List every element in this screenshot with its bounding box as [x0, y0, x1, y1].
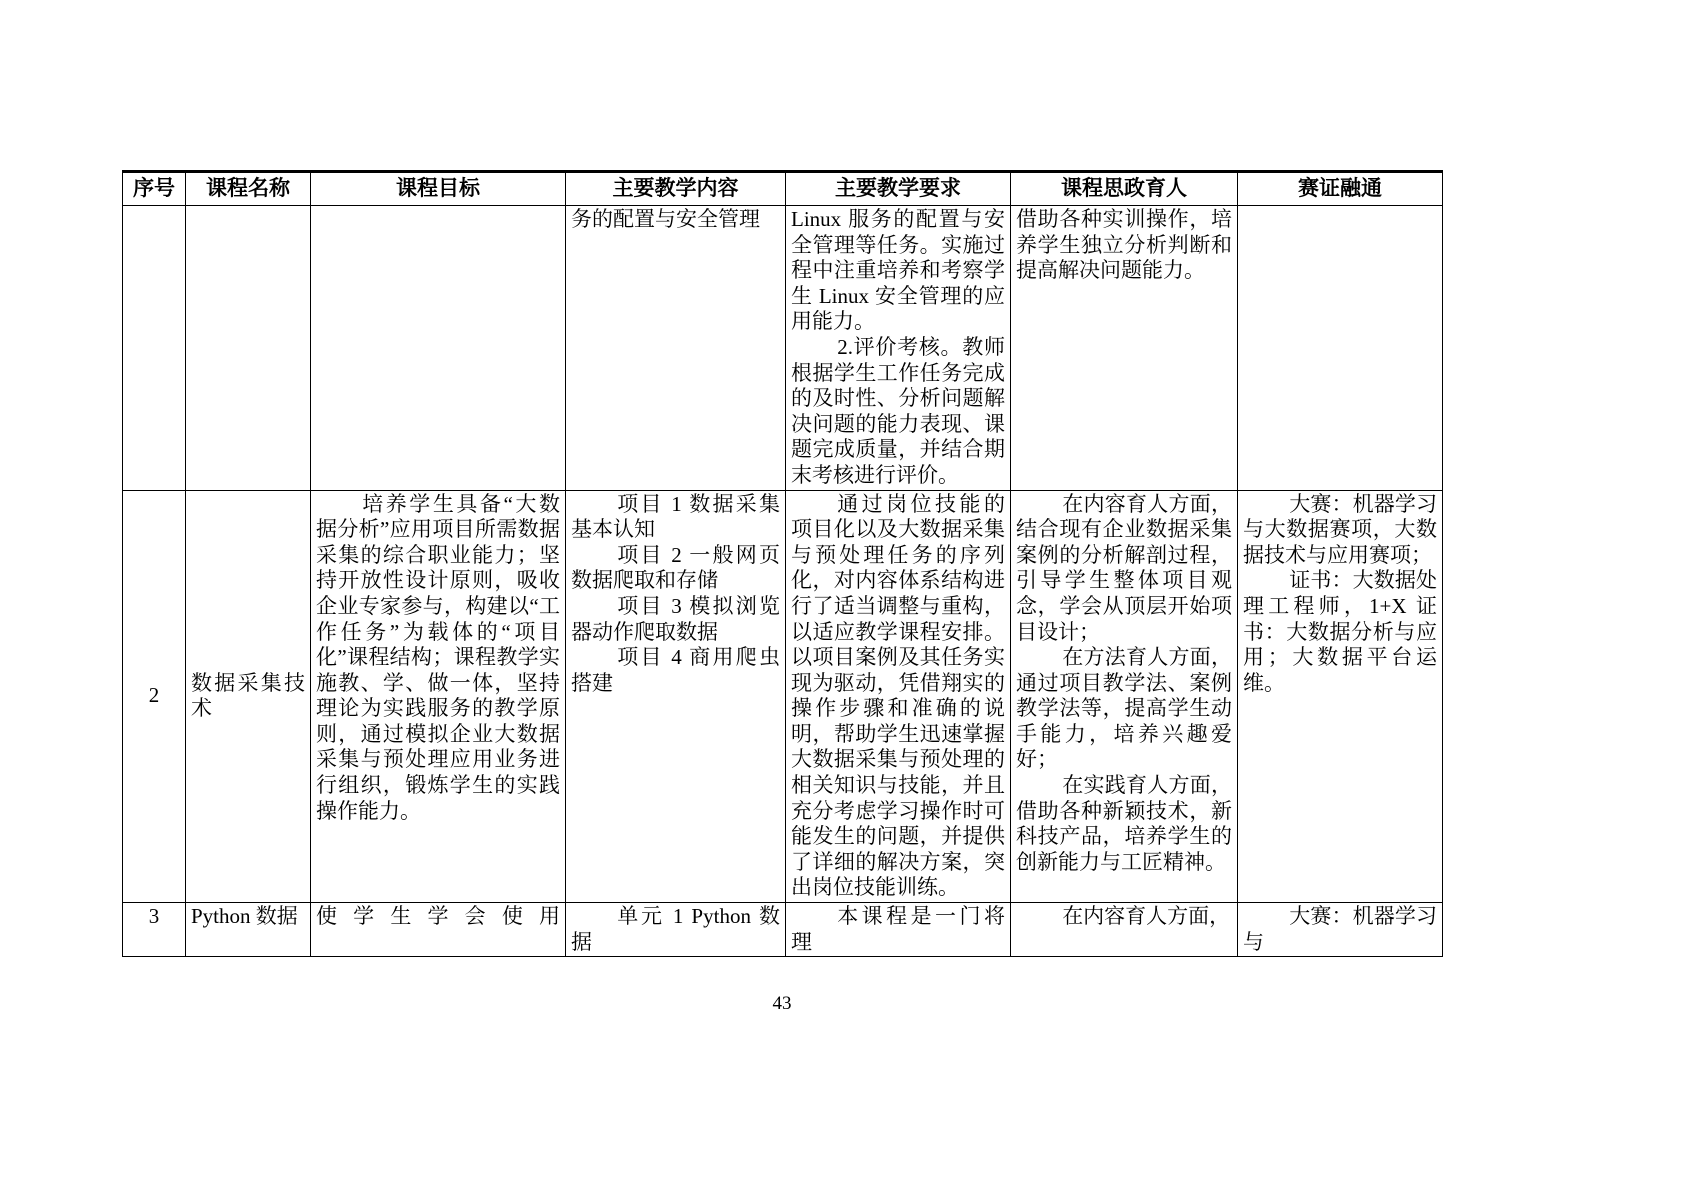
column-header-teaching-content: 主要教学内容	[566, 172, 786, 206]
cell-teaching-content	[566, 206, 786, 491]
cell-paragraph: 务的配置与安全管理	[571, 207, 760, 231]
cell-seq	[123, 490, 186, 903]
header-row	[123, 172, 1443, 206]
cell-course-name	[186, 490, 311, 903]
cell-paragraph: 培养学生具备“大数据分析”应用项目所需数据采集的综合职业能力；坚持开放性设计原则，吸收企业专家参与，构建以“工作任务”为载体的“项目化”课程结构；课程教学实施教、学、做一体，坚持理论为实践服务的教学原则，通过模拟企业大数据采集与预处理应用业务进行组织，锻炼学生的实践操作能力。	[316, 491, 560, 823]
cell-ideology	[1011, 490, 1238, 903]
page-number: 43	[772, 993, 792, 1014]
cell-paragraph: 在方法育人方面，通过项目教学法、案例教学法等，提高学生动手能力，培养兴趣爱好；	[1016, 645, 1232, 772]
cell-course-name	[186, 903, 311, 957]
cell-competition-cert	[1238, 490, 1443, 903]
column-header-course-goal: 课程目标	[311, 172, 566, 206]
cell-paragraph: 单元 1 Python 数据	[571, 904, 780, 954]
cell-paragraph: 2.评价考核。教师根据学生工作任务完成的及时性、分析问题解决问题的能力表现、课题完成质量，并结合期末考核进行评价。	[791, 334, 1005, 487]
table-row	[123, 206, 1443, 491]
table-row	[123, 903, 1443, 957]
cell-paragraph: 2	[148, 683, 160, 708]
column-header-ideology: 课程思政育人	[1011, 172, 1238, 206]
cell-paragraph: 在内容育人方面，	[1062, 904, 1231, 929]
cell-paragraph: 证书：大数据处理工程师，1+X 证书：大数据分析与应用；大数据平台运维。	[1243, 568, 1437, 695]
cell-paragraph: Linux 服务的配置与安全管理等任务。实施过程中注重培养和考察学生 Linux 安全管理的应用能力。	[791, 207, 1005, 334]
cell-paragraph: 3	[148, 904, 160, 929]
cell-paragraph: 大赛：机器学习与	[1243, 904, 1437, 954]
cell-teaching-content	[566, 903, 786, 957]
cell-paragraph: Python 数据	[191, 904, 298, 929]
cell-competition-cert	[1238, 206, 1443, 491]
table-row	[123, 490, 1443, 903]
cell-paragraph: 使学生学会使用	[316, 904, 560, 929]
cell-competition-cert	[1238, 903, 1443, 957]
column-header-teaching-requirement: 主要教学要求	[786, 172, 1011, 206]
cell-paragraph: 在实践育人方面，借助各种新颖技术，新科技产品，培养学生的创新能力与工匠精神。	[1016, 773, 1232, 874]
cell-course-goal	[311, 206, 566, 491]
cell-ideology	[1011, 206, 1238, 491]
course-table	[122, 170, 1443, 957]
cell-seq	[123, 903, 186, 957]
cell-paragraph: 项目 1 数据采集基本认知	[571, 491, 780, 542]
column-header-seq: 序号	[123, 172, 186, 206]
cell-course-goal	[311, 490, 566, 903]
cell-teaching-requirement	[786, 206, 1011, 491]
cell-paragraph: 通过岗位技能的项目化以及大数据采集与预处理任务的序列化，对内容体系结构进行了适当调整与重构，以适应教学课程安排。以项目案例及其任务实现为驱动，凭借翔实的操作步骤和准确的说明，帮助学生迅速掌握大数据采集与预处理的相关知识与技能，并且充分考虑学习操作时可能发生的问题，并提供了详细的解决方案，突出岗位技能训练。	[791, 491, 1005, 900]
cell-paragraph: 项目 3 模拟浏览器动作爬取数据	[571, 593, 780, 644]
cell-paragraph: 在内容育人方面，结合现有企业数据采集案例的分析解剖过程，引导学生整体项目观念，学会从顶层开始项目设计；	[1016, 491, 1232, 644]
table-body	[123, 206, 1443, 957]
cell-paragraph: 项目 4 商用爬虫搭建	[571, 645, 780, 695]
cell-teaching-requirement	[786, 490, 1011, 903]
cell-course-goal	[311, 903, 566, 957]
column-header-course-name: 课程名称	[186, 172, 311, 206]
table-header	[123, 172, 1443, 206]
cell-seq	[123, 206, 186, 491]
column-header-competition-cert: 赛证融通	[1238, 172, 1443, 206]
cell-paragraph: 本课程是一门将理	[791, 904, 1005, 954]
cell-paragraph: 项目 2 一般网页数据爬取和存储	[571, 542, 780, 593]
cell-course-name	[186, 206, 311, 491]
cell-paragraph: 数据采集技术	[191, 670, 305, 721]
cell-paragraph: 借助各种实训操作，培养学生独立分析判断和提高解决问题能力。	[1016, 207, 1232, 283]
cell-teaching-content	[566, 490, 786, 903]
cell-paragraph: 大赛：机器学习与大数据赛项，大数据技术与应用赛项；	[1243, 491, 1437, 567]
cell-teaching-requirement	[786, 903, 1011, 957]
cell-ideology	[1011, 903, 1238, 957]
